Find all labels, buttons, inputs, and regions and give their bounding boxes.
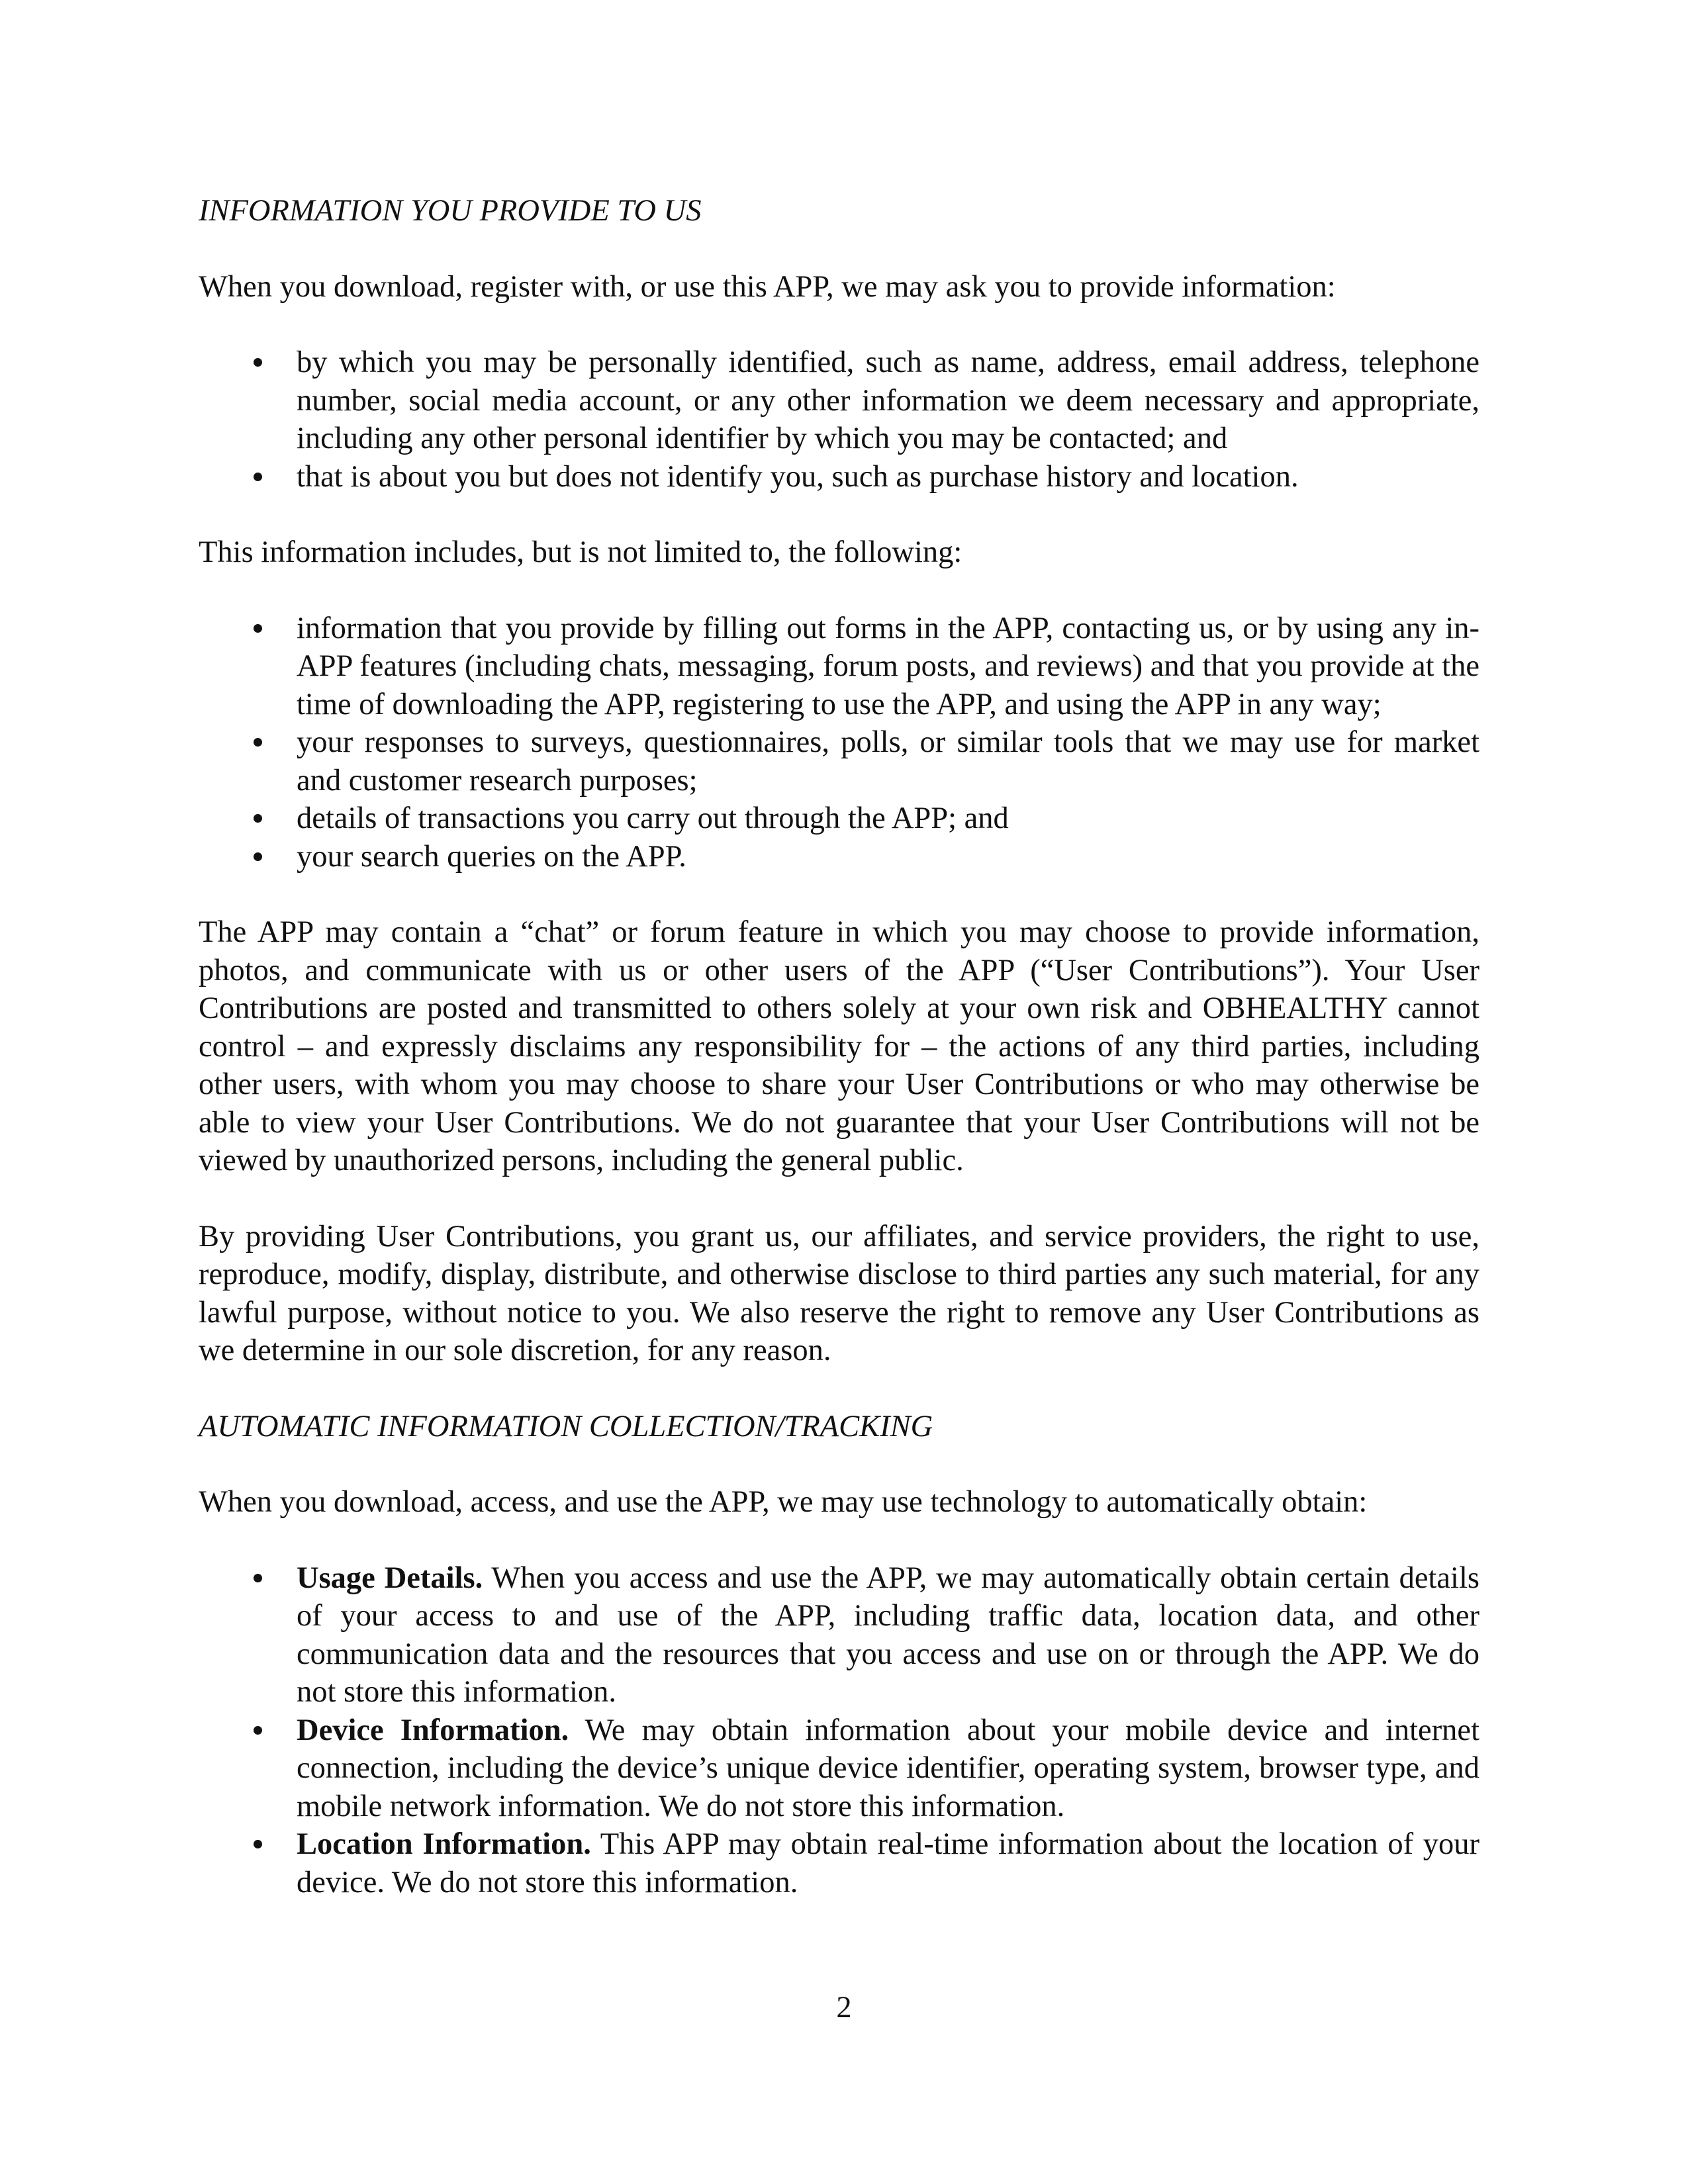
list-item bbox=[199, 799, 1479, 838]
list-item bbox=[199, 610, 1479, 724]
includes-bullet-list bbox=[199, 610, 1479, 876]
list-item-text: We may obtain information about your mobile device and internet connection, including the device’s unique device identifier, operating system, browser type, and mobile network information. We do not store this information. bbox=[297, 1713, 1479, 1823]
bullet-icon bbox=[254, 1840, 262, 1848]
section1-bullet-list bbox=[199, 343, 1479, 496]
list-item-text: information that you provide by filling out forms in the APP, contacting us, or by using any in-APP features (including chats, messaging, forum posts, and reviews) and that you provide at the time of downloading the APP, registering to use the APP, and using the APP in any way; bbox=[297, 611, 1479, 721]
section-heading-information-you-provide: INFORMATION YOU PROVIDE TO US bbox=[199, 194, 702, 228]
document-page bbox=[199, 192, 1479, 1939]
section2-intro-paragraph: When you download, access, and use the APP, we may use technology to automatically obtain: bbox=[199, 1485, 1368, 1519]
list-item-text: details of transactions you carry out through the APP; and bbox=[297, 801, 1009, 835]
list-item-text: that is about you but does not identify you, such as purchase history and location. bbox=[297, 459, 1299, 494]
bullet-icon bbox=[254, 624, 262, 633]
bullet-icon bbox=[254, 1726, 262, 1735]
section2-bullet-list bbox=[199, 1559, 1479, 1902]
bullet-icon bbox=[254, 814, 262, 823]
list-item-text: your search queries on the APP. bbox=[297, 839, 686, 874]
grant-rights-paragraph: By providing User Contributions, you grant us, our affiliates, and service providers, the right to use, reproduce, modify, display, distribute, and otherwise disclose to third parties any such material, for any lawful purpose, without notice to you. We also reserve the right to remove any User Contributions as we determine in our sole discretion, for any reason. bbox=[199, 1219, 1479, 1367]
list-item-text: your responses to surveys, questionnaires, polls, or similar tools that we may use for market and customer research purposes; bbox=[297, 725, 1479, 797]
section1-intro-paragraph: When you download, register with, or use this APP, we may ask you to provide information: bbox=[199, 269, 1336, 304]
bullet-icon bbox=[254, 358, 262, 367]
list-item bbox=[199, 458, 1479, 496]
list-item bbox=[199, 1711, 1479, 1826]
bullet-icon bbox=[254, 1574, 262, 1582]
bullet-icon bbox=[254, 473, 262, 481]
list-item-text: by which you may be personally identified, such as name, address, email address, telephone number, social media account, or any other information we deem necessary and appropriate, including any other personal identifier by which you may be contacted; and bbox=[297, 345, 1479, 455]
list-item bbox=[199, 723, 1479, 799]
list-item-term: Location Information. bbox=[297, 1827, 591, 1861]
page-number: 2 bbox=[836, 1991, 852, 2025]
section-heading-automatic-collection: AUTOMATIC INFORMATION COLLECTION/TRACKING bbox=[199, 1409, 933, 1443]
list-item-text: When you access and use the APP, we may automatically obtain certain details of your access to and use of the APP, including traffic data, location data, and other communication data and the resources that you access and use on or through the APP. We do not store this information. bbox=[297, 1561, 1479, 1709]
list-item bbox=[199, 1825, 1479, 1901]
bullet-icon bbox=[254, 738, 262, 747]
list-item bbox=[199, 1559, 1479, 1711]
list-item bbox=[199, 343, 1479, 458]
includes-intro-paragraph: This information includes, but is not limited to, the following: bbox=[199, 535, 962, 569]
user-contributions-paragraph: The APP may contain a “chat” or forum feature in which you may choose to provide information, photos, and communicate with us or other users of the APP (“User Contributions”). Your User Contributions are posted and transmitted to others solely at your own risk and OBHEALTHY cannot control – and expressly disclaims any responsibility for – the actions of any third parties, including other users, with whom you may choose to share your User Contributions or who may otherwise be able to view your User Contributions. We do not guarantee that your User Contributions will not be viewed by unauthorized persons, including the general public. bbox=[199, 915, 1479, 1177]
bullet-icon bbox=[254, 852, 262, 861]
list-item bbox=[199, 838, 1479, 876]
list-item-term: Usage Details. bbox=[297, 1561, 483, 1595]
list-item-term: Device Information. bbox=[297, 1713, 569, 1747]
list-item-text: This APP may obtain real-time information about the location of your device. We do not store this information. bbox=[297, 1827, 1479, 1899]
